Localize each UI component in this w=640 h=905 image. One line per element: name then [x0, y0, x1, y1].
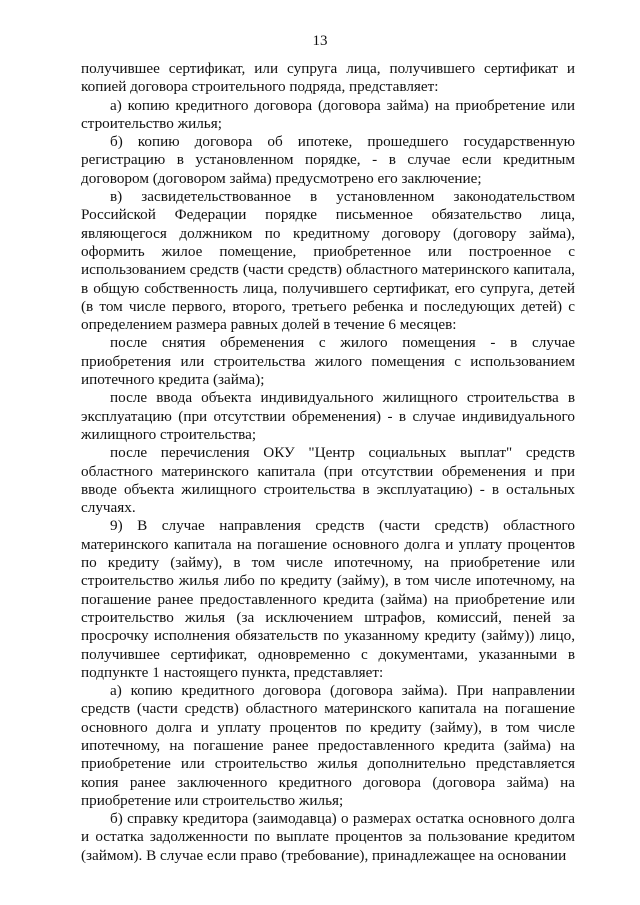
paragraph-after-transfer: после перечисления ОКУ "Центр социальных выплат" средств областного материнского капитала (при отсутствии обременения и при вводе объекта жилищного строительства в эксплуатацию) - в остальных случаях. [81, 444, 575, 517]
paragraph-item-b: б) копию договора об ипотеке, прошедшего государственную регистрацию в установленном порядке, - в случае если кредитным договором (договором займа) предусмотрено его заключение; [81, 133, 575, 187]
paragraph-item-v: в) засвидетельствованное в установленном законодательством Российской Федерации порядке письменное обязательство лица, являющегося должником по кредитному договору (договору займа), оформить жилое помещение, приобретенное или построенное с использованием средств (части средств) областного материнского капитала, в общую собственность лица, получившего сертификат, его супруга, детей (в том числе первого, второго, третьего ребенка и последующих детей) с определением размера равных долей в течение 6 месяцев: [81, 188, 575, 334]
paragraph-item-9b: б) справку кредитора (заимодавца) о размерах остатка основного долга и остатка задолженности по выплате процентов за пользование кредитом (займом). В случае если право (требование), принадлежащее на основании [81, 810, 575, 864]
page-number: 13 [312, 33, 328, 49]
paragraph-item-9a: а) копию кредитного договора (договора займа). При направлении средств (части средств) областного материнского капитала на погашение основного долга и уплату процентов по кредиту (займу), в том числе ипотечному, на погашение ранее предоставленного кредита (займа) на приобретение или строительство жилья дополнительно представляется копия ранее заключенного кредитного договора (договора займа) на приобретение или строительство жилья; [81, 682, 575, 809]
paragraph-after-commissioning: после ввода объекта индивидуального жилищного строительства в эксплуатацию (при отсутствии обременения) - в случае индивидуального жилищного строительства; [81, 389, 575, 443]
paragraph-continuation: получившее сертификат, или супруга лица, получившего сертификат и копией договора строительного подряда, представляет: [81, 60, 575, 96]
paragraph-item-9: 9) В случае направления средств (части средств) областного материнского капитала на погашение основного долга и уплату процентов по кредиту (займу), в том числе ипотечному, на приобретение или строительство жилья либо по кредиту (займу), в том числе ипотечному, на погашение ранее предоставленного кредита (займа) на приобретение или строительство жилья (за исключением штрафов, комиссий, пеней за просрочку исполнения обязательств по указанному кредиту (займу)) лицо, получившее сертификат, одновременно с документами, указанными в подпункте 1 настоящего пункта, представляет: [81, 517, 575, 681]
document-body [81, 60, 575, 865]
paragraph-item-a: а) копию кредитного договора (договора займа) на приобретение или строительство жилья; [81, 96, 575, 132]
paragraph-after-encumbrance: после снятия обременения с жилого помещения - в случае приобретения или строительства жилого помещения с использованием ипотечного кредита (займа); [81, 334, 575, 389]
